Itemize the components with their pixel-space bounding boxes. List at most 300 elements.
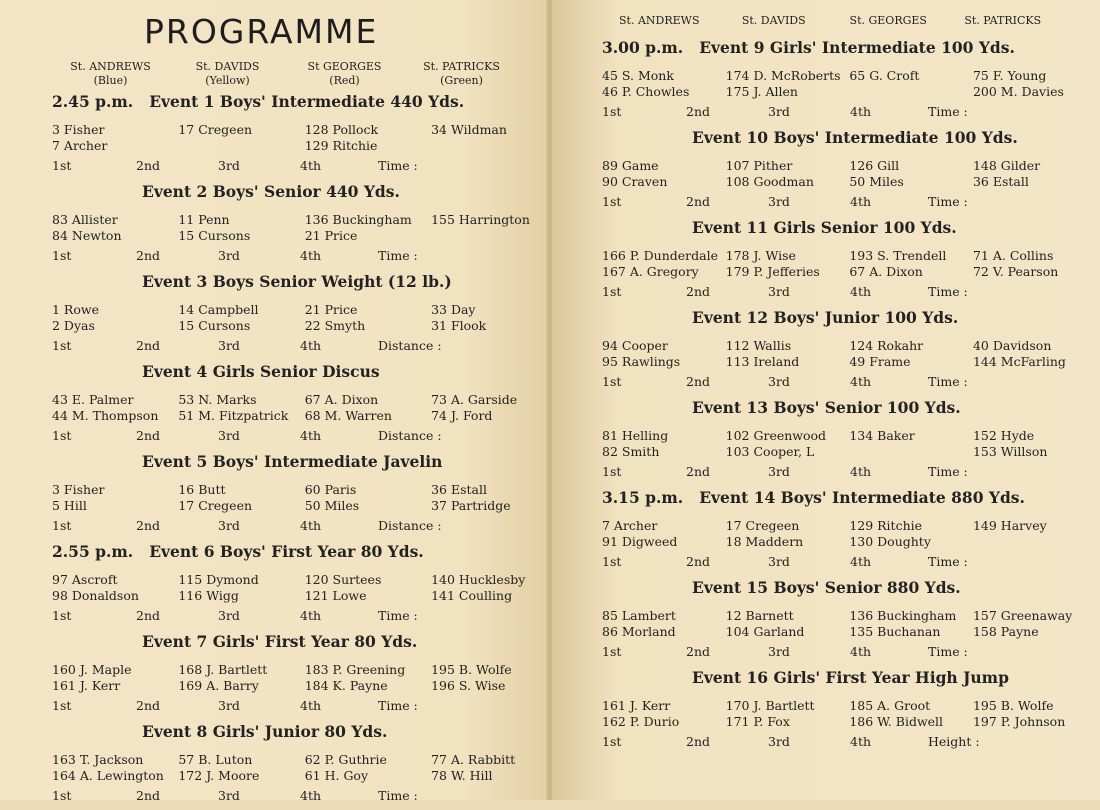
competitor-entry: 15 Cursons bbox=[178, 227, 251, 243]
event-title: Event 16 Girls' First Year High Jump bbox=[692, 668, 1009, 687]
competitor-entry: 11 Penn bbox=[178, 212, 230, 227]
competitor-grid bbox=[602, 608, 1073, 639]
event-title: Event 15 Boys' Senior 880 Yds. bbox=[692, 578, 961, 597]
event-block bbox=[602, 666, 1066, 756]
result-label: Time : bbox=[378, 788, 418, 803]
competitor-grid bbox=[602, 248, 1060, 279]
event-heading bbox=[52, 270, 520, 294]
event-title: Event 8 Girls' Junior 80 Yds. bbox=[142, 722, 388, 741]
competitor-entry: 141 Coulling bbox=[431, 587, 513, 603]
competitor-grid bbox=[602, 338, 1066, 369]
house-patricks-right: St. PATRICKS bbox=[964, 14, 1042, 27]
competitor-entry: 16 Butt bbox=[178, 482, 226, 497]
event-block bbox=[52, 630, 520, 720]
competitor-grid bbox=[52, 662, 520, 693]
competitor-entry: 126 Gill bbox=[849, 158, 900, 173]
competitor-entry: 193 S. Trendell bbox=[849, 248, 947, 263]
event-title: Event 10 Boys' Intermediate 100 Yds. bbox=[692, 128, 1018, 147]
competitor-grid bbox=[602, 68, 1064, 99]
competitor-entry: 171 P. Fox bbox=[725, 713, 790, 729]
competitor-entry: 164 A. Lewington bbox=[52, 767, 164, 783]
competitor-grid bbox=[52, 752, 520, 783]
event-time: 2.55 p.m. bbox=[52, 542, 134, 561]
event-title: Event 5 Boys' Intermediate Javelin bbox=[142, 452, 443, 471]
competitor-entry: 197 P. Johnson bbox=[972, 713, 1066, 729]
event-title: Event 4 Girls Senior Discus bbox=[142, 362, 380, 381]
competitor-entry: 1 Rowe bbox=[52, 302, 99, 317]
event-heading bbox=[602, 216, 1060, 240]
place-label: 1st bbox=[602, 644, 622, 659]
competitor-entry: 200 M. Davies bbox=[972, 83, 1064, 99]
competitor-entry: 68 M. Warren bbox=[304, 407, 392, 423]
competitor-entry: 2 Dyas bbox=[52, 317, 95, 333]
place-label: 3rd bbox=[218, 518, 240, 533]
place-label: 2nd bbox=[136, 248, 161, 263]
event-heading bbox=[602, 36, 1060, 60]
competitor-entry: 167 A. Gregory bbox=[602, 263, 699, 279]
place-label: 4th bbox=[300, 788, 322, 803]
place-label: 4th bbox=[300, 338, 322, 353]
competitor-entry: 84 Newton bbox=[52, 227, 122, 243]
competitor-entry: 21 Price bbox=[304, 302, 358, 317]
result-label: Time : bbox=[928, 194, 968, 209]
competitor-entry: 135 Buchanan bbox=[849, 623, 941, 639]
place-label: 1st bbox=[602, 284, 622, 299]
competitor-entry: 81 Helling bbox=[602, 428, 669, 443]
competitor-entry: 113 Ireland bbox=[725, 353, 800, 369]
event-title: Event 2 Boys' Senior 440 Yds. bbox=[142, 182, 400, 201]
competitor-entry: 136 Buckingham bbox=[304, 212, 412, 227]
place-label: 3rd bbox=[768, 104, 790, 119]
house-davids: St. DAVIDS (Yellow) bbox=[195, 60, 260, 87]
competitor-entry: 37 Partridge bbox=[431, 497, 511, 513]
competitor-entry: 51 M. Fitzpatrick bbox=[178, 407, 289, 423]
competitor-entry: 18 Maddern bbox=[725, 533, 804, 549]
place-label: 1st bbox=[52, 248, 72, 263]
competitor-entry: 90 Craven bbox=[602, 173, 668, 189]
place-label: 1st bbox=[52, 338, 72, 353]
competitor-entry: 157 Greenaway bbox=[972, 608, 1073, 623]
place-label: 1st bbox=[602, 374, 622, 389]
place-label: 1st bbox=[602, 194, 622, 209]
competitor-entry: 17 Cregeen bbox=[178, 122, 253, 137]
place-label: 3rd bbox=[218, 698, 240, 713]
competitor-entry: 50 Miles bbox=[849, 173, 904, 189]
house-header-left bbox=[52, 60, 520, 90]
event-heading bbox=[602, 126, 1060, 150]
place-label: 4th bbox=[300, 248, 322, 263]
event-block bbox=[602, 396, 1060, 486]
result-line bbox=[602, 734, 1060, 750]
place-label: 1st bbox=[52, 698, 72, 713]
competitor-entry: 22 Smyth bbox=[304, 317, 366, 333]
place-label: 3rd bbox=[768, 194, 790, 209]
competitor-grid bbox=[52, 302, 520, 333]
place-label: 3rd bbox=[768, 284, 790, 299]
competitor-entry: 112 Wallis bbox=[725, 338, 792, 353]
event-block bbox=[602, 36, 1064, 126]
result-label: Height : bbox=[928, 734, 980, 749]
result-label: Time : bbox=[928, 104, 968, 119]
result-label: Time : bbox=[928, 284, 968, 299]
place-label: 4th bbox=[850, 374, 872, 389]
event-time: 3.15 p.m. bbox=[602, 488, 684, 507]
result-label: Distance : bbox=[378, 338, 442, 353]
place-label: 2nd bbox=[136, 338, 161, 353]
result-line bbox=[52, 788, 520, 804]
event-block bbox=[52, 90, 520, 180]
result-label: Time : bbox=[928, 374, 968, 389]
place-label: 4th bbox=[850, 194, 872, 209]
result-line bbox=[602, 194, 1060, 210]
right-page bbox=[552, 0, 1100, 800]
competitor-entry: 183 P. Greening bbox=[304, 662, 406, 677]
place-label: 4th bbox=[850, 284, 872, 299]
place-label: 2nd bbox=[136, 158, 161, 173]
place-label: 2nd bbox=[686, 464, 711, 479]
competitor-entry: 36 Estall bbox=[431, 482, 487, 497]
competitor-entry: 102 Greenwood bbox=[725, 428, 827, 443]
result-line bbox=[52, 158, 520, 174]
place-label: 2nd bbox=[686, 194, 711, 209]
competitor-entry: 43 E. Palmer bbox=[52, 392, 134, 407]
house-patricks: St. PATRICKS (Green) bbox=[423, 60, 500, 87]
event-title: Event 7 Girls' First Year 80 Yds. bbox=[142, 632, 418, 651]
competitor-entry: 166 P. Dunderdale bbox=[602, 248, 719, 263]
place-label: 1st bbox=[602, 104, 622, 119]
place-label: 4th bbox=[850, 464, 872, 479]
competitor-entry: 67 A. Dixon bbox=[304, 392, 379, 407]
result-label: Time : bbox=[928, 554, 968, 569]
competitor-entry: 155 Harrington bbox=[431, 212, 530, 227]
place-label: 4th bbox=[300, 608, 322, 623]
place-label: 3rd bbox=[768, 374, 790, 389]
competitor-entry: 120 Surtees bbox=[304, 572, 382, 587]
competitor-entry: 124 Rokahr bbox=[849, 338, 924, 353]
result-line bbox=[52, 428, 520, 444]
competitor-entry: 186 W. Bidwell bbox=[849, 713, 944, 729]
competitor-entry: 40 Davidson bbox=[972, 338, 1052, 353]
competitor-entry: 121 Lowe bbox=[304, 587, 367, 603]
place-label: 3rd bbox=[218, 608, 240, 623]
place-label: 3rd bbox=[218, 158, 240, 173]
competitor-entry: 34 Wildman bbox=[431, 122, 507, 137]
competitor-entry: 33 Day bbox=[431, 302, 476, 317]
result-line bbox=[602, 644, 1060, 660]
event-title: Event 3 Boys Senior Weight (12 lb.) bbox=[142, 272, 452, 291]
place-label: 2nd bbox=[686, 374, 711, 389]
place-label: 2nd bbox=[686, 104, 711, 119]
competitor-entry: 98 Donaldson bbox=[52, 587, 139, 603]
competitor-entry: 149 Harvey bbox=[972, 518, 1047, 533]
competitor-entry: 60 Paris bbox=[304, 482, 357, 497]
competitor-entry: 140 Hucklesby bbox=[431, 572, 526, 587]
place-label: 4th bbox=[300, 158, 322, 173]
result-line bbox=[52, 518, 520, 534]
competitor-entry: 170 J. Bartlett bbox=[725, 698, 815, 713]
competitor-entry: 94 Cooper bbox=[602, 338, 668, 353]
competitor-entry: 3 Fisher bbox=[52, 482, 105, 497]
result-line bbox=[602, 464, 1060, 480]
competitor-entry: 168 J. Bartlett bbox=[178, 662, 268, 677]
competitor-entry: 78 W. Hill bbox=[431, 767, 493, 783]
event-title: Event 9 Girls' Intermediate 100 Yds. bbox=[699, 38, 1015, 57]
competitor-entry: 61 H. Goy bbox=[304, 767, 369, 783]
competitor-grid bbox=[602, 428, 1060, 459]
competitor-entry: 153 Willson bbox=[972, 443, 1048, 459]
event-title: Event 13 Boys' Senior 100 Yds. bbox=[692, 398, 961, 417]
result-label: Time : bbox=[928, 644, 968, 659]
place-label: 2nd bbox=[686, 644, 711, 659]
house-davids-right: St. DAVIDS bbox=[741, 14, 806, 27]
competitor-entry: 195 B. Wolfe bbox=[431, 662, 512, 677]
competitor-entry: 97 Ascroft bbox=[52, 572, 118, 587]
event-block bbox=[52, 270, 520, 360]
place-label: 4th bbox=[850, 644, 872, 659]
place-label: 4th bbox=[850, 554, 872, 569]
competitor-entry: 49 Frame bbox=[849, 353, 911, 369]
place-label: 1st bbox=[52, 428, 72, 443]
place-label: 3rd bbox=[768, 464, 790, 479]
house-georges: St GEORGES (Red) bbox=[307, 60, 382, 87]
competitor-entry: 174 D. McRoberts bbox=[725, 68, 841, 83]
competitor-entry: 115 Dymond bbox=[178, 572, 259, 587]
competitor-grid bbox=[52, 122, 520, 153]
spacer bbox=[52, 804, 520, 810]
competitor-entry: 3 Fisher bbox=[52, 122, 105, 137]
event-heading bbox=[52, 180, 520, 204]
result-label: Time : bbox=[378, 698, 418, 713]
event-block bbox=[602, 216, 1060, 306]
competitor-entry: 129 Ritchie bbox=[304, 137, 378, 153]
event-title: Event 12 Boys' Junior 100 Yds. bbox=[692, 308, 959, 327]
competitor-entry: 77 A. Rabbitt bbox=[431, 752, 516, 767]
event-heading bbox=[52, 450, 520, 474]
competitor-entry: 89 Game bbox=[602, 158, 659, 173]
competitor-entry: 57 B. Luton bbox=[178, 752, 253, 767]
house-andrews: St. ANDREWS (Blue) bbox=[70, 60, 151, 87]
result-label: Time : bbox=[378, 158, 418, 173]
competitor-entry: 53 N. Marks bbox=[178, 392, 257, 407]
place-label: 1st bbox=[602, 464, 622, 479]
competitor-entry: 17 Cregeen bbox=[725, 518, 800, 533]
competitor-entry: 185 A. Groot bbox=[849, 698, 931, 713]
competitor-entry: 104 Garland bbox=[725, 623, 805, 639]
competitor-entry: 21 Price bbox=[304, 227, 358, 243]
place-label: 1st bbox=[52, 788, 72, 803]
place-label: 4th bbox=[300, 428, 322, 443]
place-label: 3rd bbox=[768, 644, 790, 659]
competitor-entry: 72 V. Pearson bbox=[972, 263, 1059, 279]
event-heading bbox=[602, 306, 1060, 330]
house-header-right bbox=[602, 14, 1060, 36]
competitor-entry: 108 Goodman bbox=[725, 173, 814, 189]
event-title: Event 11 Girls Senior 100 Yds. bbox=[692, 218, 957, 237]
competitor-entry: 130 Doughty bbox=[849, 533, 931, 549]
place-label: 2nd bbox=[136, 428, 161, 443]
competitor-entry: 158 Payne bbox=[972, 623, 1039, 639]
place-label: 4th bbox=[850, 734, 872, 749]
competitor-entry: 169 A. Barry bbox=[178, 677, 259, 693]
competitor-entry: 15 Cursons bbox=[178, 317, 251, 333]
place-label: 4th bbox=[850, 104, 872, 119]
competitor-entry: 65 G. Croft bbox=[849, 68, 920, 83]
competitor-entry: 103 Cooper, L bbox=[725, 443, 815, 459]
event-heading bbox=[602, 396, 1060, 420]
competitor-entry bbox=[849, 444, 973, 460]
place-label: 1st bbox=[602, 734, 622, 749]
competitor-entry: 71 A. Collins bbox=[972, 248, 1054, 263]
competitor-entry: 85 Lambert bbox=[602, 608, 676, 623]
result-label: Distance : bbox=[378, 518, 442, 533]
result-line bbox=[602, 284, 1060, 300]
competitor-entry: 14 Campbell bbox=[178, 302, 259, 317]
place-label: 2nd bbox=[136, 518, 161, 533]
result-line bbox=[602, 374, 1060, 390]
place-label: 3rd bbox=[218, 338, 240, 353]
place-label: 2nd bbox=[686, 734, 711, 749]
event-heading bbox=[602, 576, 1060, 600]
result-line bbox=[52, 608, 520, 624]
house-andrews-right: St. ANDREWS bbox=[619, 14, 700, 27]
competitor-entry: 95 Rawlings bbox=[602, 353, 681, 369]
event-heading bbox=[52, 720, 520, 744]
place-label: 3rd bbox=[218, 428, 240, 443]
place-label: 3rd bbox=[218, 248, 240, 263]
competitor-entry bbox=[431, 228, 520, 244]
competitor-entry: 62 P. Guthrie bbox=[304, 752, 387, 767]
competitor-entry: 7 Archer bbox=[52, 137, 108, 153]
competitor-entry: 128 Pollock bbox=[304, 122, 379, 137]
competitor-entry: 134 Baker bbox=[849, 428, 915, 443]
competitor-entry bbox=[849, 84, 973, 100]
competitor-entry: 184 K. Payne bbox=[304, 677, 388, 693]
competitor-entry: 91 Digweed bbox=[602, 533, 678, 549]
competitor-entry: 116 Wigg bbox=[178, 587, 239, 603]
competitor-entry: 163 T. Jackson bbox=[52, 752, 144, 767]
competitor-entry: 136 Buckingham bbox=[849, 608, 957, 623]
competitor-entry: 36 Estall bbox=[972, 173, 1029, 189]
competitor-entry: 129 Ritchie bbox=[849, 518, 923, 533]
competitor-entry: 179 P. Jefferies bbox=[725, 263, 820, 279]
place-label: 2nd bbox=[136, 608, 161, 623]
left-page bbox=[0, 0, 548, 803]
competitor-entry: 148 Gilder bbox=[972, 158, 1041, 173]
competitor-entry: 12 Barnett bbox=[725, 608, 794, 623]
house-georges-right: St. GEORGES bbox=[849, 14, 927, 27]
event-block bbox=[52, 180, 530, 270]
competitor-entry: 82 Smith bbox=[602, 443, 660, 459]
place-label: 4th bbox=[300, 518, 322, 533]
left-event-list bbox=[52, 90, 530, 810]
place-label: 3rd bbox=[218, 788, 240, 803]
place-label: 1st bbox=[602, 554, 622, 569]
competitor-entry: 160 J. Maple bbox=[52, 662, 132, 677]
competitor-entry: 144 McFarling bbox=[972, 353, 1066, 369]
programme-title: PROGRAMME bbox=[144, 12, 379, 51]
spacer bbox=[602, 750, 1060, 756]
competitor-entry: 44 M. Thompson bbox=[52, 407, 159, 423]
competitor-entry bbox=[431, 138, 520, 154]
result-label: Time : bbox=[928, 464, 968, 479]
event-block bbox=[602, 486, 1060, 576]
place-label: 3rd bbox=[768, 554, 790, 569]
event-block bbox=[52, 540, 526, 630]
competitor-entry: 175 J. Allen bbox=[725, 83, 798, 99]
result-line bbox=[52, 698, 520, 714]
event-block bbox=[52, 450, 520, 540]
competitor-entry: 75 F. Young bbox=[972, 68, 1047, 83]
place-label: 1st bbox=[52, 158, 72, 173]
competitor-grid bbox=[52, 572, 526, 603]
competitor-entry: 161 J. Kerr bbox=[52, 677, 121, 693]
event-heading bbox=[602, 666, 1060, 690]
competitor-grid bbox=[52, 392, 520, 423]
event-heading bbox=[52, 360, 520, 384]
competitor-entry: 46 P. Chowles bbox=[602, 83, 690, 99]
event-heading bbox=[52, 630, 520, 654]
event-title: Event 14 Boys' Intermediate 880 Yds. bbox=[699, 488, 1025, 507]
event-title: Event 6 Boys' First Year 80 Yds. bbox=[149, 542, 424, 561]
event-heading bbox=[52, 90, 520, 114]
competitor-entry: 196 S. Wise bbox=[431, 677, 506, 693]
result-label: Distance : bbox=[378, 428, 442, 443]
place-label: 1st bbox=[52, 608, 72, 623]
competitor-entry: 74 J. Ford bbox=[431, 407, 493, 423]
competitor-entry bbox=[973, 534, 1060, 550]
competitor-entry: 7 Archer bbox=[602, 518, 658, 533]
result-line bbox=[52, 338, 520, 354]
competitor-entry: 161 J. Kerr bbox=[602, 698, 671, 713]
place-label: 4th bbox=[300, 698, 322, 713]
result-label: Time : bbox=[378, 248, 418, 263]
event-time: 2.45 p.m. bbox=[52, 92, 134, 111]
competitor-entry: 86 Morland bbox=[602, 623, 676, 639]
event-heading bbox=[602, 486, 1060, 510]
competitor-entry: 162 P. Durio bbox=[602, 713, 680, 729]
competitor-entry: 45 S. Monk bbox=[602, 68, 674, 83]
result-line bbox=[602, 104, 1060, 120]
place-label: 2nd bbox=[686, 554, 711, 569]
competitor-grid bbox=[602, 698, 1066, 729]
place-label: 2nd bbox=[686, 284, 711, 299]
result-label: Time : bbox=[378, 608, 418, 623]
place-label: 3rd bbox=[768, 734, 790, 749]
competitor-entry: 172 J. Moore bbox=[178, 767, 260, 783]
event-block bbox=[602, 306, 1066, 396]
result-line bbox=[52, 248, 520, 264]
place-label: 1st bbox=[52, 518, 72, 533]
event-heading bbox=[52, 540, 520, 564]
event-block bbox=[602, 576, 1073, 666]
event-time: 3.00 p.m. bbox=[602, 38, 684, 57]
competitor-grid bbox=[602, 518, 1060, 549]
event-block bbox=[52, 360, 520, 450]
competitor-grid bbox=[602, 158, 1060, 189]
competitor-entry bbox=[178, 138, 304, 154]
competitor-entry: 195 B. Wolfe bbox=[972, 698, 1054, 713]
event-block bbox=[52, 720, 520, 810]
right-event-list bbox=[602, 36, 1073, 756]
competitor-grid bbox=[52, 482, 520, 513]
competitor-entry: 152 Hyde bbox=[972, 428, 1035, 443]
place-label: 2nd bbox=[136, 698, 161, 713]
competitor-entry: 17 Cregeen bbox=[178, 497, 253, 513]
place-label: 2nd bbox=[136, 788, 161, 803]
result-line bbox=[602, 554, 1060, 570]
competitor-entry: 31 Flook bbox=[431, 317, 487, 333]
competitor-grid bbox=[52, 212, 530, 243]
